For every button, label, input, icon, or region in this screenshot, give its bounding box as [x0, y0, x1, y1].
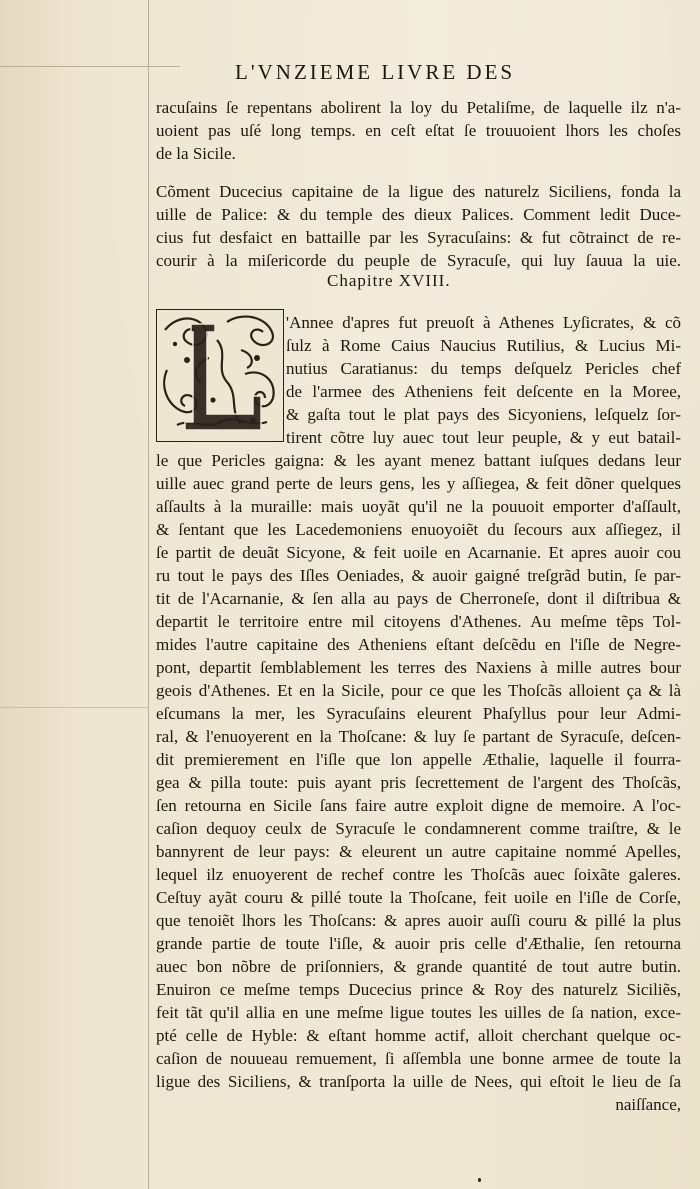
- text-line: caſion dequoy ceulx de Syracuſe le condamnerent comme traiſtre, & le: [156, 819, 681, 838]
- text-line: pont, departit ſemblablement les terres des Naxiens à mille autres bour: [156, 658, 681, 677]
- text-line: gea & pilla toute: puis ayant pris ſecrettement de l'argent des Thoſcãs,: [156, 773, 681, 792]
- chapter-title-line: uille de Palice: & du temple des dieux Palices. Comment ledit Duce-: [156, 205, 681, 224]
- text-line: & gaſta tout le plat pays des Sicyoniens, leſquelz ſor-: [286, 405, 681, 424]
- text-line: nutius Caratianus: du temps deſquelz Pericles chef: [286, 359, 681, 378]
- text-line: ru tout le pays des Iſles Oeniades, & auoir gaigné treſgrãd butin, ſe par-: [156, 566, 681, 585]
- text-line: lequel ilz enuoyerent de rechef contre les Thoſcãs auec ſoixãte galeres.: [156, 865, 681, 884]
- text-line: tit de l'Acarnanie, & ſen alla au pays de Cherroneſe, dont il diſtribua &: [156, 589, 681, 608]
- text-line: uille auec grand perte de leurs gens, les y aſſiegea, & feit dõner quelques: [156, 474, 681, 493]
- margin-rule-vertical: [148, 0, 149, 1189]
- text-line: dit premierement en l'iſle que lon appelle Æthalie, laquelle il fourra-: [156, 750, 681, 769]
- text-line: ſe partit de deuãt Sicyone, & feit uoile en Acarnanie. Et apres auoir cou: [156, 543, 681, 562]
- text-line: ral, & l'enuoyerent en la Thoſcane: & luy ſe partant de Syracuſe, deſcen-: [156, 727, 681, 746]
- text-line: eſcumans la mer, les Syracuſains eleurent Phaſyllus pour leur Admi-: [156, 704, 681, 723]
- text-line: racuſains ſe repentans abolirent la loy du Petaliſme, de laquelle ilz n'a-: [156, 98, 681, 117]
- text-line: aſſaults à la muraille: mais uoyãt qu'il ne la pouuoit emporter d'aſſault,: [156, 497, 681, 516]
- chapter-title-line: cius fut desfaict en battaille par les Syracuſains: & fut cõtrainct de re-: [156, 228, 681, 247]
- text-line: caſion de nouueau remuement, ſi aſſembla une bonne armee de toute la: [156, 1049, 681, 1068]
- text-line: departit le territoire entre mil citoyens d'Athenes. Au meſme tẽps Tol-: [156, 612, 681, 631]
- catchword: naiſſance,: [615, 1095, 681, 1114]
- text-line: uoient pas uſé long temps. en ceſt eſtat ſe trouuoient lhors les choſes: [156, 121, 681, 140]
- margin-rule-horizontal: [0, 707, 148, 708]
- text-line: ſen retourna en Sicile ſans faire autre exploit digne de memoire. A l'oc-: [156, 796, 681, 815]
- text-line: tirent cõtre luy auec tout leur peuple, & y eut batail-: [286, 428, 681, 447]
- text-line: de l'armee des Atheniens feit deſcente en la Moree,: [286, 382, 681, 401]
- text-line: & ſentant que les Lacedemoniens enuoyoiẽt du ſecours aux aſſiegez, il: [156, 520, 681, 539]
- text-line: que tenoiẽt lhors les Thoſcans: & apres auoir auſſi couru & pillé la plus: [156, 911, 681, 930]
- chapter-label: Chapitre XVIII.: [327, 271, 451, 290]
- chapter-title-line: courir à la miſericorde du peuple de Syracuſe, qui luy ſauua la uie.: [156, 251, 681, 270]
- text-line: bannyrent de leur pays: & eleurent un autre capitaine nommé Apelles,: [156, 842, 681, 861]
- intro-paragraph: [156, 96, 681, 165]
- text-line: grande partie de toute l'iſle, & auoir pris celle d'Æthalie, ſen retourna: [156, 934, 681, 953]
- text-line: feit tãt qu'il allia en une meſme ligue toutes les uilles de ſa nation, exce-: [156, 1003, 681, 1022]
- main-text: [156, 311, 681, 1116]
- text-line: auec bon nõbre de priſonniers, & grande quantité de tout autre butin.: [156, 957, 681, 976]
- chapter-title-line: Cõment Ducecius capitaine de la ligue des naturelz Siciliens, fonda la: [156, 182, 681, 201]
- text-line: ſulz à Rome Caius Naucius Rutilius, & Lucius Mi-: [286, 336, 681, 355]
- text-line: Ceſtuy ayãt couru & pillé toute la Thoſcane, feit uoile en l'iſle de Corſe,: [156, 888, 681, 907]
- chapter-title: [156, 180, 681, 272]
- text-line: mides l'autre capitaine des Atheniens eſtant deſcẽdu en l'iſle de Negre-: [156, 635, 681, 654]
- text-line: geois d'Athenes. Et en la Sicile, pour ce que les Thoſcãs alloient ça & là: [156, 681, 681, 700]
- text-line: pté celle de Hyble: & eſtant homme actif, alloit cherchant quelque oc-: [156, 1026, 681, 1045]
- text-line: ligue des Siciliens, & tranſporta la uille de Nees, qui eſtoit le lieu de ſa: [156, 1072, 681, 1091]
- ink-speck: [478, 1178, 481, 1182]
- running-header: L'VNZIEME LIVRE DES: [235, 60, 516, 84]
- text-line: 'Annee d'apres fut preuoſt à Athenes Lyſicrates, & cõ: [286, 313, 681, 332]
- text-line: le que Pericles gaigna: & les ayant menez battant iuſques dedans leur: [156, 451, 681, 470]
- text-line: Enuiron ce meſme temps Ducecius prince & Roy des naturelz Siciliẽs,: [156, 980, 681, 999]
- text-line: de la Sicile.: [156, 144, 236, 163]
- header-rule: [0, 66, 180, 67]
